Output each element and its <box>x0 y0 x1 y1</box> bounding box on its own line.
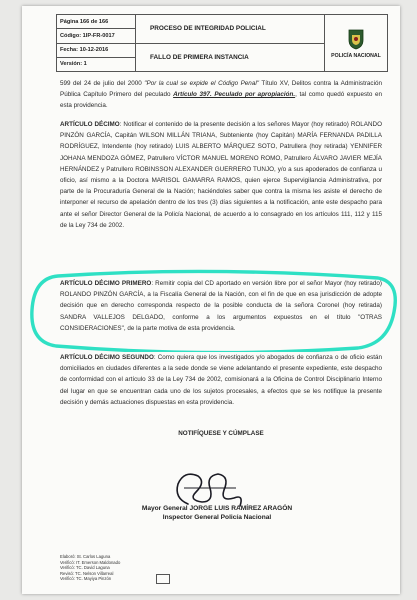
doc-version: Versión: 1 <box>60 61 87 68</box>
article-12-text: : Como quiera que los investigados y/o abogados de confianza o de oficio están domiciliados en ciudades diferentes a la sede donde se viene adelantando el presente expediente, este despacho de conformidad con el artículo 33 de la Ley 734 de 2002, comisionará a la Oficina de Control Disciplinario Interno del lugar en que se encuentran cada uno de los sujetos procesales, a efectos que se les notifique la presente decisión y demás actuaciones dispuestas en esta providencia. <box>60 354 382 406</box>
article-decimo <box>60 119 382 231</box>
intro-text-3: , tal como quedó expuesto en esta providencia. <box>60 91 382 110</box>
footer-line: Revisó: TC. Nelson Villarreal <box>60 570 114 576</box>
header-titles <box>136 15 325 71</box>
police-seal-icon <box>347 28 365 50</box>
footer-line: Verificó: IT. Emerson Maldonado <box>60 559 121 565</box>
document-page <box>22 6 400 594</box>
header-meta <box>57 15 136 71</box>
signature-block <box>102 504 332 522</box>
article-11-text: : Remitir copia del CD aportado en versión libre por el señor Mayor (hoy retirado) ROLANDO PINZÓN GARCÍA, a la Fiscalía General de la Nación, con el fin de que en esa jurisdicción de adopte decisión que en derecho corresponda respecto de la posible conducta de la señora Coronel (hoy retirada) SANDRA VALLEJOS DELGADO, conforme a los argumentos expuestos en el título "OTRAS CONSIDERACIONES", de la parte motiva de esta providencia. <box>60 280 382 332</box>
document-title: FALLO DE PRIMERA INSTANCIA <box>150 53 249 61</box>
intro-paragraph <box>60 78 382 112</box>
signer-title: Inspector General Policía Nacional <box>162 514 272 521</box>
article-12-label: ARTÍCULO DÉCIMO SEGUNDO <box>60 354 154 361</box>
intro-article-ref: Artículo 397. Peculado por apropiación. <box>173 91 296 99</box>
header-org <box>325 15 387 71</box>
intro-text-1: 599 del 24 de julio del 2000 <box>60 80 145 87</box>
initials-stamp <box>156 574 170 584</box>
process-title: PROCESO DE INTEGRIDAD POLICIAL <box>136 15 324 44</box>
intro-text-2: Título XV, Delitos contra la Administración Pública Capítulo Primero del peculado <box>60 80 382 99</box>
article-10-text: : Notificar el contenido de la presente decisión a los señores Mayor (hoy retirado) ROLANDO PINZÓN GARCÍA, Capitán WILSON MILLÁN TRIANA, Subteniente (hoy Capitán) MARÍA FERNANDA PADILLA RODRÍGUEZ, Intendente (hoy retirado) LUIS ALBERTO MÁRQUEZ SOTO, Patrullera (hoy retirada) YENNIFER JOHANA MENDOZA GÓMEZ, Patrullero VÍCTOR MANUEL MORENO ROMO, Patrullero ÁLVARO JAVIER MEJÍA HERNÁNDEZ y Patrullero ROBINSSON ALEXANDER GUERRERO TUNJO, y/o a sus apoderados de confianza u oficio, así mismo a la Doctora MARISOL GAMARRA RAMOS, quien ejerce Supervigilancia Administrativa, por parte de la Procuraduría General de la Nación; haciéndoles saber que contra la misma les asiste el derecho de interponer el recurso de apelación dentro de los tres (3) días siguientes a la notificación, ante este despacho para ante el señor Director General de la Policía Nacional, de acuerdo a lo consagrado en los artículos 111, 112 y 115 de la Ley 734 de 2002. <box>60 121 382 229</box>
org-name: POLICÍA NACIONAL <box>331 52 381 59</box>
intro-quote: "Por la cual se expide el Código Penal" <box>144 80 259 87</box>
footer-line: Elaboró: St. Carlos Laguna <box>60 554 111 559</box>
footer-line: Verificó: TC. Mayiya Pinzón <box>60 576 112 582</box>
article-11-label: ARTÍCULO DÉCIMO PRIMERO <box>60 280 152 287</box>
footer-line: Verificó: TC. David Laguna <box>60 565 110 571</box>
signer-name: Mayor General JORGE LUIS RAMÍREZ ARAGÓN <box>141 505 293 512</box>
closing-formula: NOTIFÍQUESE Y CÚMPLASE <box>178 430 264 437</box>
article-decimo-primero <box>60 278 382 334</box>
review-footer <box>60 554 120 582</box>
article-decimo-segundo <box>60 352 382 408</box>
document-header <box>56 14 388 72</box>
article-10-label: ARTÍCULO DÉCIMO <box>60 121 120 128</box>
page-number: Página 166 de 166 <box>57 15 135 29</box>
doc-date: Fecha: 10-12-2016 <box>57 44 135 58</box>
doc-code: Código: 1IP-FR-0017 <box>57 29 135 43</box>
